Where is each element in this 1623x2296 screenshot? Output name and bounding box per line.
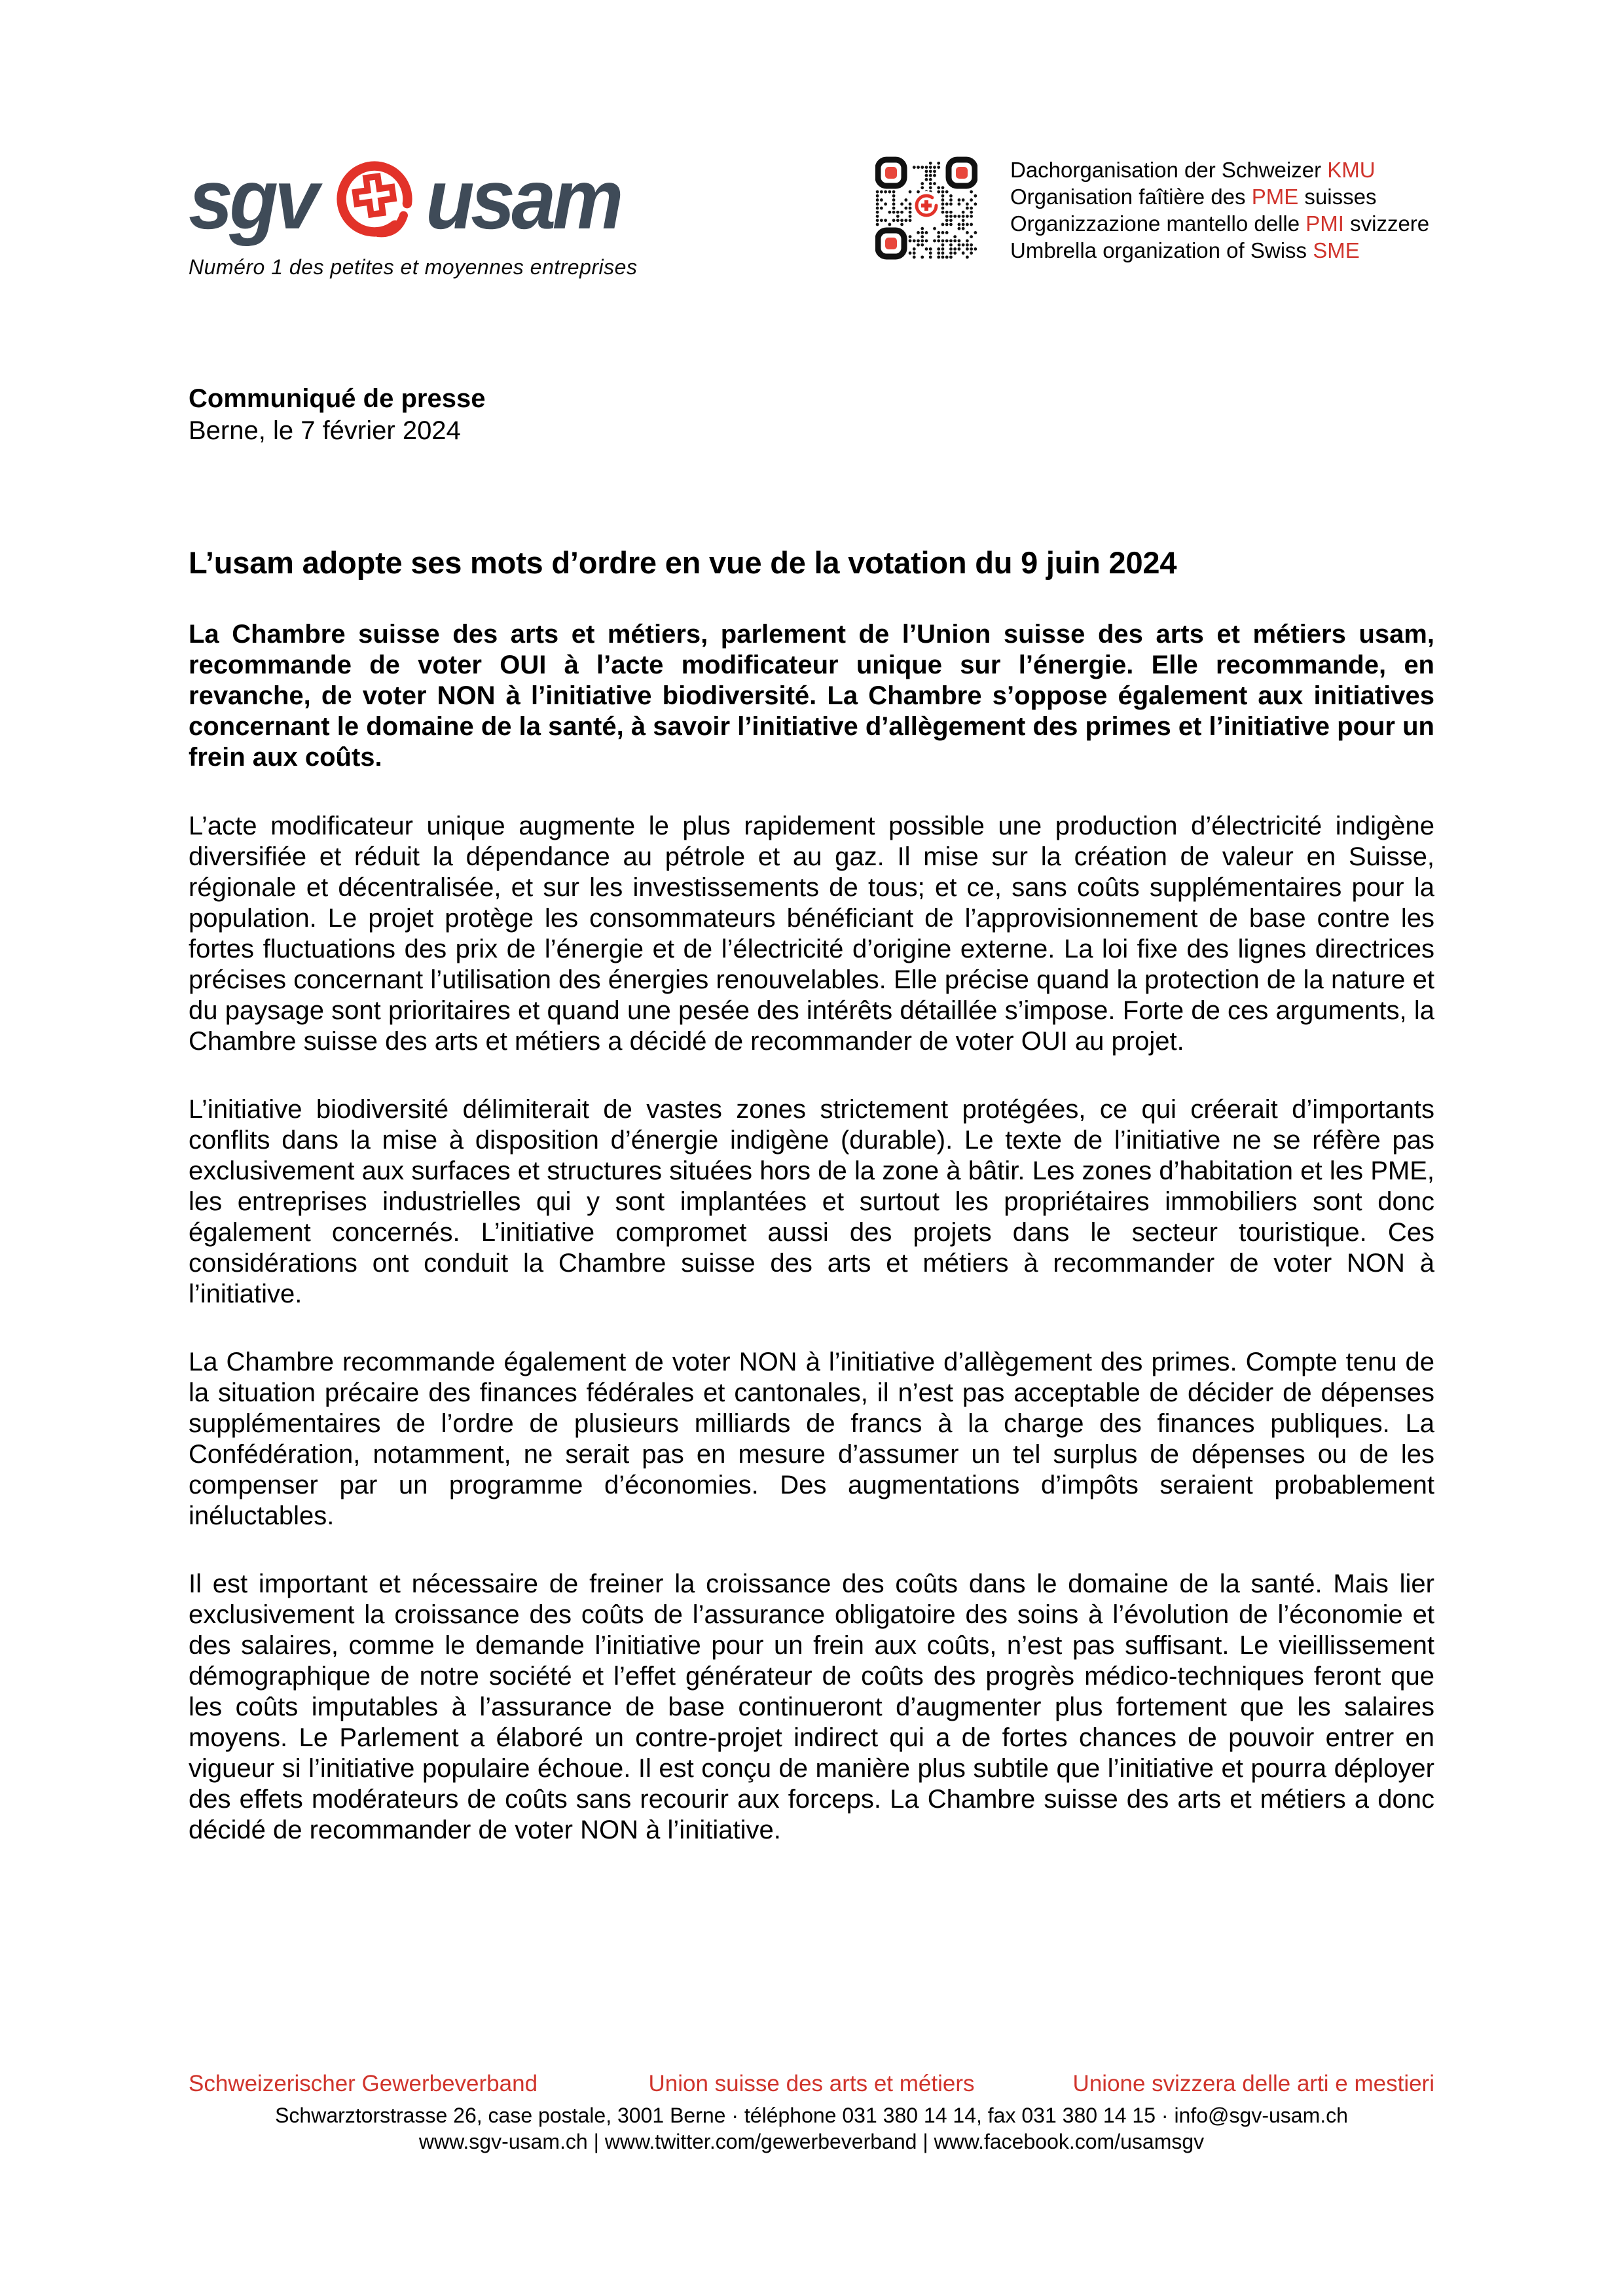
paragraph: La Chambre recommande également de voter NON à l’initiative d’allègement des primes. Compte tenu de la situation précaire des finances fédérales et cantonales, il n’est pas acceptable de décider de dépenses supplémentaires de l’ordre de plusieurs milliards de francs à la charge des finances publiques. La Confédération, notamment, ne serait pas en mesure d’assumer un tel surplus de dépenses ou de les compenser par un programme d’économies. Des augmentations d’impôts seraient probablement inéluctables.	[189, 1348, 1434, 1530]
doc-type-label: Communiqué de presse	[189, 384, 486, 413]
paragraph: Il est important et nécessaire de freiner la croissance des coûts dans le domaine de la santé. Mais lier exclusivement la croissance des coûts de l’assurance obligatoire des soins à l’évolution de l’économie et des salaires, comme le demande l’initiative pour un frein aux coûts, n’est pas suffisant. Le vieillissement démographique de notre société et l’effet générateur de coûts des progrès médico-techniques feront que les coûts imputables à l’assurance de base continueront d’augmenter plus fortement que les salaires moyens. Le Parlement a élaboré un contre-projet indirect qui a de fortes chances de pouvoir entrer en vigueur si l’initiative populaire échoue. Il est conçu de manière plus subtile que l’initiative et pourra déployer des effets modérateurs de coûts sans recourir aux forceps. La Chambre suisse des arts et métiers a donc décidé de recommander de voter NON à l’initiative.	[189, 1570, 1434, 1844]
logo-wordmark	[189, 151, 637, 247]
footer-address: Schwarztorstrasse 26, case postale, 3001 Berne · téléphone 031 380 14 14, fax 031 380 14 15 · info@sgv-usam.ch	[275, 2104, 1348, 2127]
footer-org-name: Unione svizzera delle arti e mestieri	[1072, 2071, 1434, 2096]
qr-center-logo	[912, 191, 941, 220]
org-line: Dachorganisation der Schweizer KMU	[1010, 158, 1376, 182]
qr-code	[875, 156, 977, 260]
qr-finder-top-right	[949, 160, 975, 186]
org-descriptions	[1010, 156, 1429, 264]
body-paragraphs	[189, 811, 1434, 1846]
footer-web-links: www.sgv-usam.ch | www.twitter.com/gewerbeverband | www.facebook.com/usamsgv	[418, 2130, 1205, 2153]
logo-tagline: Numéro 1 des petites et moyennes entreprises	[189, 255, 638, 279]
lead-paragraph: La Chambre suisse des arts et métiers, parlement de l’Union suisse des arts et métiers usam, recommande de voter OUI à l’acte modificateur unique sur l’énergie. Elle recommande, en revanche, de voter NON à l’initiative biodiversité. La Chambre s’oppose également aux initiatives concernant le domaine de la santé, à savoir l’initiative d’allègement des primes et l’initiative pour un frein aux coûts.	[189, 620, 1434, 772]
footer-org-name: Schweizerischer Gewerbeverband	[189, 2071, 538, 2096]
footer-org-name: Union suisse des arts et métiers	[648, 2071, 975, 2096]
org-line: Organisation faîtière des PME suisses	[1010, 185, 1377, 209]
qr-finder-bottom-left	[878, 230, 904, 257]
logo-text-sgv: sgv	[189, 151, 316, 247]
swiss-cross-at-icon	[331, 156, 418, 242]
paragraph: L’acte modificateur unique augmente le plus rapidement possible une production d’électricité indigène diversifiée et réduit la dépendance au pétrole et au gaz. Il mise sur la création de valeur en Suisse, régionale et décentralisée, et sur les investissements de tous; et ce, sans coûts supplémentaires pour la population. Le projet protège les consommateurs bénéficiant de l’approvisionnement de base contre les fortes fluctuations des prix de l’énergie et de l’électricité d’origine externe. La loi fixe des lignes directrices précises concernant l’utilisation des énergies renouvelables. Elle précise quand la protection de la nature et du paysage sont prioritaires et quand une pesée des intérêts détaillée s’impose. Forte de ces arguments, la Chambre suisse des arts et métiers a décidé de recommander de voter OUI au projet.	[189, 812, 1434, 1056]
sgv-usam-logo	[189, 151, 638, 279]
org-line: Organizzazione mantello delle PMI svizzere	[1010, 211, 1430, 236]
page-title: L’usam adopte ses mots d’ordre en vue de la votation du 9 juin 2024	[189, 545, 1177, 580]
dateline: Berne, le 7 février 2024	[189, 416, 461, 445]
document-body	[189, 619, 1434, 1846]
header-right-block	[875, 156, 1429, 264]
logo-text-usam: usam	[426, 151, 620, 247]
qr-finder-top-left	[878, 160, 904, 186]
document-head	[189, 383, 485, 447]
paragraph: L’initiative biodiversité délimiterait de vastes zones strictement protégées, ce qui créerait d’importants conflits dans la mise à disposition d’énergie indigène (durable). Le texte de l’initiative ne se réfère pas exclusivement aux surfaces et structures situées hors de la zone à bâtir. Les zones d’habitation et les PME, les entreprises industrielles qui y sont implantées et surtout les propriétaires immobiliers sont donc également concernés. L’initiative compromet aussi des projets dans le secteur touristique. Ces considérations ont conduit la Chambre suisse des arts et métiers à recommander de voter NON à l’initiative.	[189, 1095, 1434, 1308]
footer-organizations	[189, 2070, 1434, 2098]
org-line: Umbrella organization of Swiss SME	[1010, 238, 1360, 262]
